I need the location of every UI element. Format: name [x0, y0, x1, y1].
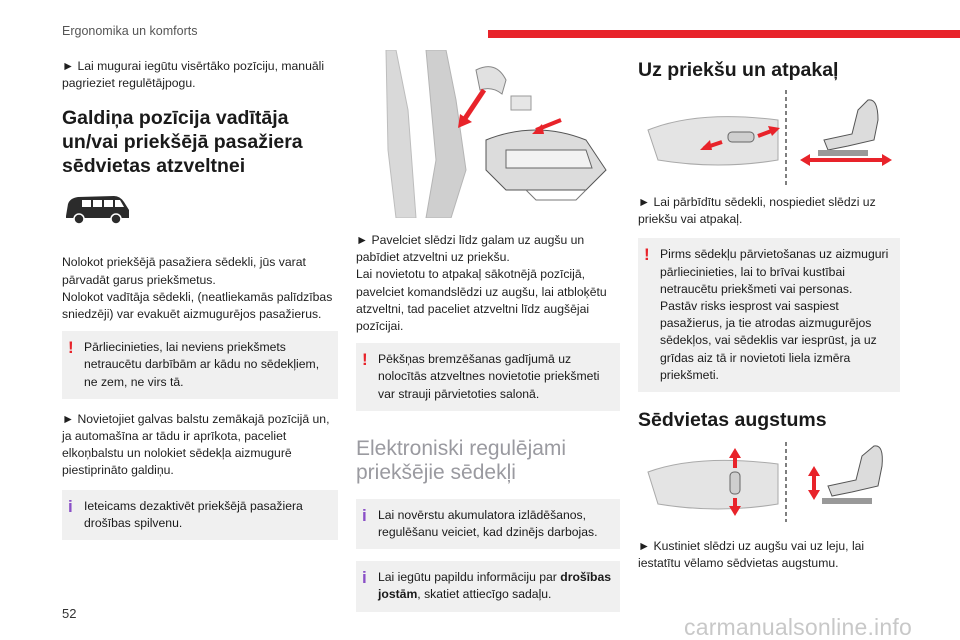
column-left: [62, 50, 338, 540]
warning-note: [62, 331, 338, 399]
paragraph-fore-aft: ► Lai pārbīdītu sēdekli, nospiediet slēdzi uz priekšu vai atpakaļ.: [638, 195, 876, 227]
warning-note: [356, 343, 620, 411]
info-note: [62, 490, 338, 540]
seat-fold-illustration: [356, 50, 620, 218]
column-middle: [356, 50, 620, 612]
watermark: carmanualsonline.info: [684, 614, 912, 640]
warning-mark-icon: !: [362, 350, 368, 370]
heading-table-position: Galdiņa pozīcija vadītāja un/vai priekšējā pasažiera sēdvietas atzveltnei: [62, 107, 303, 178]
info-text: Lai novērstu akumulatora izlādēšanos, regulēšanu veiciet, kad dzinējs darbojas.: [378, 507, 598, 540]
warning-mark-icon: !: [644, 245, 650, 265]
heading-seat-height: Sēdvietas augstums: [638, 409, 827, 432]
van-icon: [62, 192, 338, 238]
seat-height-illustration: [638, 442, 900, 522]
running-header: Ergonomika un komforts: [62, 24, 198, 38]
warning-text: Pirms sēdekļu pārvietošanas uz aizmuguri pārliecinieties, lai to brīvai kustībai netraucētu priekšmeti vai personas. Pastāv risks iesprost vai saspiest pasažierus, ja tie atrodas aizmugurējos sēdekļos, vai sēdeklis var iesprūst, ja uz grīdas aiz tā ir novietoti liela izmēra priekšmeti.: [660, 247, 889, 382]
warning-note: [638, 238, 900, 392]
paragraph-fold-seat: Nolokot priekšējā pasažiera sēdekli, jūs varat pārvadāt garus priekšmetus. Nolokot vadītāja sēdekli, (neatliekamās palīdzības sniedzēji) var evakuēt aizmugurējos pasažierus.: [62, 255, 333, 322]
warning-mark-icon: !: [68, 338, 74, 358]
info-mark-icon: i: [362, 568, 367, 588]
info-mark-icon: i: [362, 505, 367, 525]
heading-electric-seats: Elektroniski regulējami priekšējie sēdekļi: [356, 436, 567, 484]
fore-aft-illustration: [638, 90, 900, 186]
heading-fore-aft: Uz priekšu un atpakaļ: [638, 59, 839, 81]
seatbelts-link-text: drošības jostām: [378, 570, 612, 602]
info-text: Ieteicams dezaktivēt priekšējā pasažiera drošības spilvenu.: [84, 498, 303, 530]
paragraph-seat-height: ► Kustiniet slēdzi uz augšu vai uz leju, lai iestatītu vēlamo sēdvietas augstumu.: [638, 539, 865, 571]
page-number: 52: [62, 606, 77, 621]
info-note-seatbelts: i Lai iegūtu papildu informāciju par drošības jostām, skatiet attiecīgo sadaļu.: [356, 561, 620, 611]
paragraph-fold-lever: ► Pavelciet slēdzi līdz galam uz augšu un pabīdiet atzveltni uz priekšu. Lai novietotu to atpakaļ sākotnējā pozīcijā, pavelciet komandslēdzi uz augšu, lai atbloķētu atzveltni, tad paceliet atzveltni līdz augšējai pozīcijai.: [356, 233, 607, 334]
paragraph-headrest: ► Novietojiet galvas balstu zemākajā pozīcijā un, ja automašīna ar tādu ir aprīkota, paceliet elkoņbalstu un nolokiet sēdekļa aizmugurē piestiprināto galdiņu.: [62, 411, 330, 478]
warning-text: Pārliecinieties, lai neviens priekšmets netraucētu darbībām ar kādu no sēdekļiem, ne zem, ne virs tā.: [84, 340, 320, 389]
warning-text: Pēkšņas bremzēšanas gadījumā uz nolocītās atzveltnes novietotie priekšmeti var strauji pārvietoties salonā.: [378, 352, 600, 401]
info-note: [356, 499, 620, 549]
paragraph-lumbar: ► Lai mugurai iegūtu visērtāko pozīciju, manuāli pagrieziet regulētājpogu.: [62, 59, 325, 91]
header-accent-bar: [488, 30, 960, 38]
column-right: [638, 50, 900, 572]
info-mark-icon: i: [68, 496, 73, 516]
